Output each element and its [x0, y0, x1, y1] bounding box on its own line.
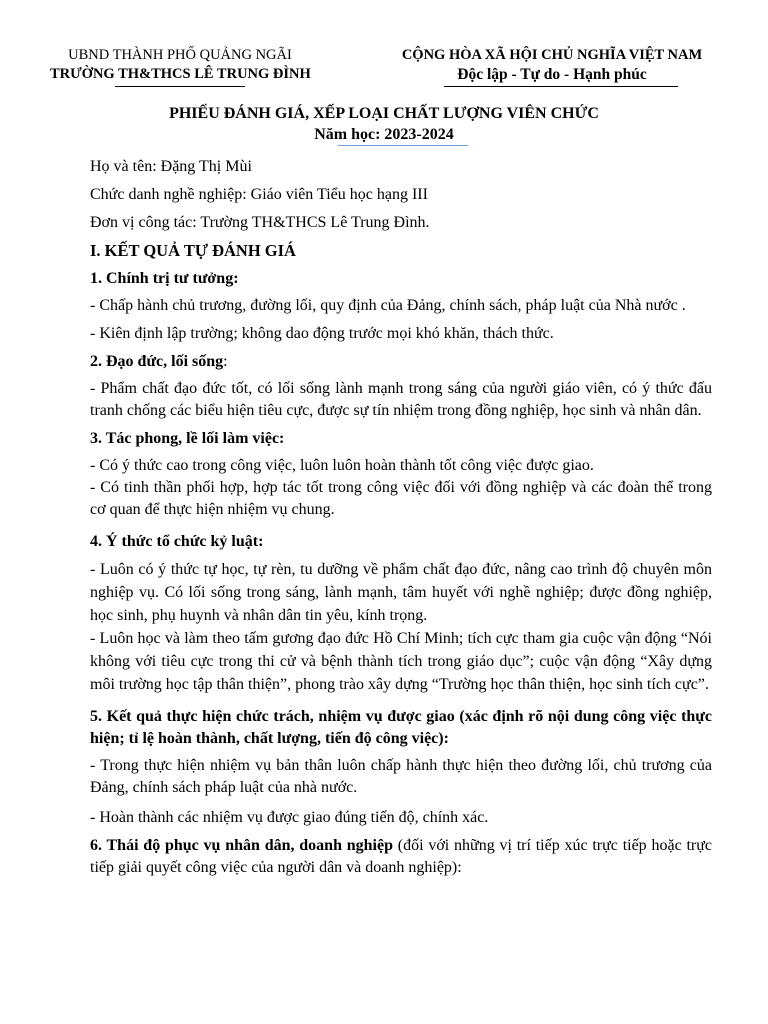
subsection-2-heading-tail: :: [223, 353, 228, 370]
subsection-4-heading: 4. Ý thức tổ chức kỷ luật:: [90, 533, 264, 550]
list-item: - Kiên định lập trường; không dao động trước mọi khó khăn, thách thức.: [90, 325, 554, 342]
motto-underline: [444, 86, 678, 87]
list-item: - Có ý thức cao trong công việc, luôn luôn hoàn thành tốt công việc được giao.: [90, 457, 594, 474]
national-header: [384, 46, 720, 85]
list-item: - Có tinh thần phối hợp, hợp tác tốt trong công việc đối với đồng nghiệp và các đoàn thể trong cơ quan để thực hiện nhiệm vụ chung.: [90, 479, 712, 518]
subsection-2-heading: [90, 351, 712, 373]
list-item: - Phẩm chất đạo đức tốt, có lối sống lành mạnh trong sáng của người giáo viên, có ý thức đấu tranh chống các biểu hiện tiêu cực, được sự tín nhiệm trong đồng nghiệp, học sinh và nhân dân.: [90, 380, 712, 419]
year-underline: [338, 145, 468, 146]
list-item: - Luôn có ý thức tự học, tự rèn, tu dưỡng về phẩm chất đạo đức, nâng cao trình độ chuyên môn nghiệp vụ. Có lối sống trong sáng, lành mạnh, tâm huyết với nghề nghiệp; được đồng nghiệp, học sinh, phụ huynh và nhân dân tin yêu, kính trọng.: [90, 561, 712, 624]
document-title: PHIẾU ĐÁNH GIÁ, XẾP LOẠI CHẤT LƯỢNG VIÊN CHỨC: [169, 105, 599, 122]
subsection-6-heading-tail: (đối với những vị trí tiếp xúc trực tiếp hoặc trực tiếp giải quyết công việc của người dân và doanh nghiệp):: [90, 837, 712, 876]
info-unit: Đơn vị công tác: Trường TH&THCS Lê Trung Đình.: [90, 214, 430, 231]
subsection-6-heading-bold: 6. Thái độ phục vụ nhân dân, doanh nghiệp: [90, 837, 393, 854]
list-item: - Luôn học và làm theo tấm gương đạo đức Hồ Chí Minh; tích cực tham gia cuộc vận động “Nói không với tiêu cực trong thi cử và bệnh thành tích trong giáo dục”; cuộc vận động “Xây dựng môi trường học tập thân thiện”, phong trào xây dựng “Trường học thân thiện, học sinh tích cực”.: [90, 630, 712, 693]
subsection-5-heading: 5. Kết quả thực hiện chức trách, nhiệm vụ được giao (xác định rõ nội dung công việc thực hiện; tỉ lệ hoàn thành, chất lượng, tiến độ công việc):: [90, 708, 712, 747]
list-item: - Hoàn thành các nhiệm vụ được giao đúng tiến độ, chính xác.: [90, 809, 489, 826]
school-year: Năm học: 2023-2024: [314, 126, 454, 143]
section-heading: I. KẾT QUẢ TỰ ĐÁNH GIÁ: [90, 241, 296, 260]
subsection-6-heading: [90, 835, 712, 879]
info-title: Chức danh nghề nghiệp: Giáo viên Tiểu học hạng III: [90, 186, 428, 203]
agency-header: [50, 46, 310, 87]
list-item: - Trong thực hiện nhiệm vụ bản thân luôn chấp hành thực hiện theo đường lối, chủ trương của Đảng, chính sách pháp luật của nhà nước.: [90, 757, 712, 796]
national-motto: Độc lập - Tự do - Hạnh phúc: [457, 66, 647, 83]
info-name: Họ và tên: Đặng Thị Mùi: [90, 158, 252, 175]
subsection-1-heading: 1. Chính trị tư tưởng:: [90, 270, 239, 287]
school-name: TRƯỜNG TH&THCS LÊ TRUNG ĐÌNH: [50, 66, 311, 82]
agency-underline: [115, 86, 245, 87]
subsection-2-heading-bold: 2. Đạo đức, lối sống: [90, 353, 224, 370]
agency-name: UBND THÀNH PHỐ QUẢNG NGÃI: [68, 47, 292, 63]
country-name: CỘNG HÒA XÃ HỘI CHỦ NGHĨA VIỆT NAM: [401, 47, 703, 63]
document-body: [90, 155, 712, 879]
subsection-3-heading: 3. Tác phong, lề lối làm việc:: [90, 430, 285, 447]
list-item: - Chấp hành chủ trương, đường lối, quy định của Đảng, chính sách, pháp luật của Nhà nước .: [90, 297, 686, 314]
